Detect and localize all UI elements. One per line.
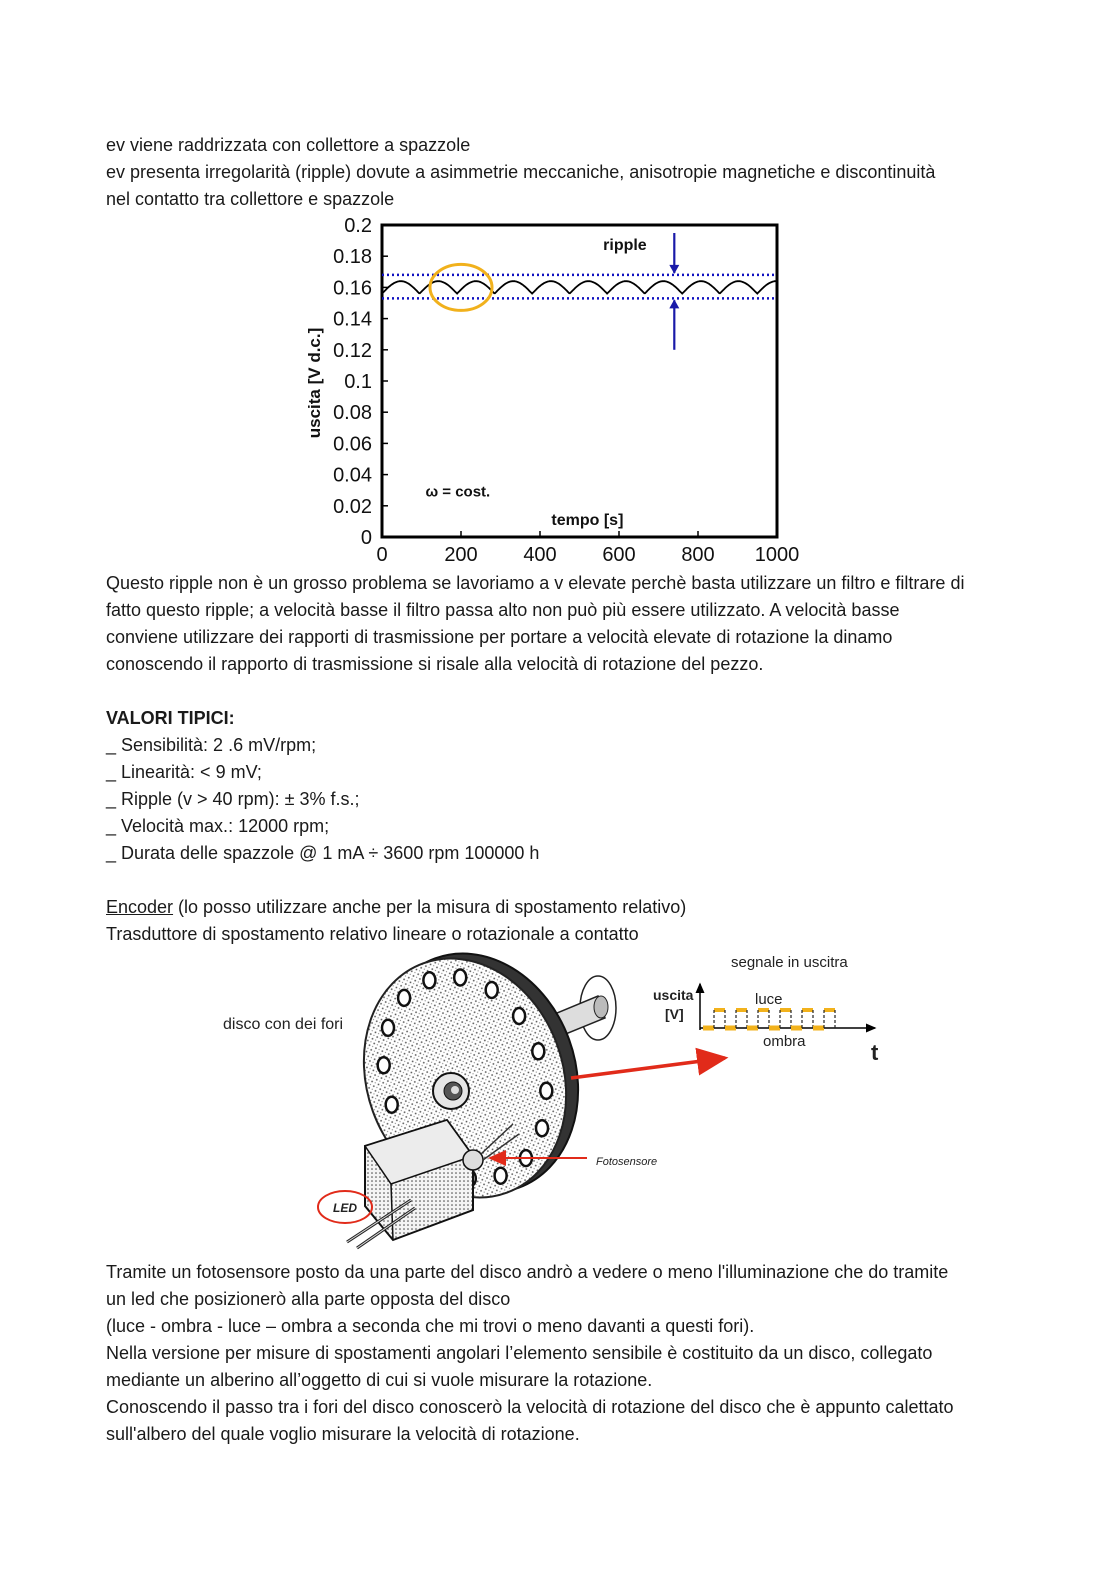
encoder-figure	[215, 948, 905, 1258]
ripple-annotation: ripple	[603, 236, 647, 254]
x-tick-label: 400	[523, 544, 557, 566]
paragraph-line: Nella versione per misure di spostamenti angolari l’elemento sensibile è costituito da un disco, collegato	[106, 1343, 933, 1363]
disk-hole	[378, 1057, 390, 1073]
typical-value-item: _ Linearità: < 9 mV;	[106, 762, 262, 782]
encoder-title-line	[106, 894, 1006, 921]
disk-hole	[398, 990, 410, 1006]
y-tick-label: 0.12	[333, 339, 372, 362]
y-tick-label: 0.04	[333, 464, 372, 487]
paragraph-line: (luce - ombra - luce – ombra a seconda che mi trovi o meno davanti a questi fori).	[106, 1316, 755, 1336]
pulse-edge	[714, 1010, 725, 1028]
paragraph-line: un led che posizionerò alla parte opposta del disco	[106, 1289, 511, 1309]
led-label: LED	[333, 1201, 357, 1215]
x-axis-label: tempo [s]	[551, 512, 624, 529]
encoder-title-rest: (lo posso utilizzare anche per la misura di spostamento relativo)	[173, 897, 687, 917]
disk-hole	[495, 1168, 507, 1184]
disk-hole	[540, 1083, 552, 1099]
x-tick-label: 600	[602, 544, 636, 566]
paragraph-line: sull'albero del quale voglio misurare la velocità di rotazione.	[106, 1424, 580, 1444]
signal-y-label: uscita	[653, 987, 694, 1003]
y-tick-label: 0.2	[344, 215, 372, 237]
disk-hole	[532, 1043, 544, 1059]
encoder-section	[106, 894, 1006, 948]
typical-values-heading: VALORI TIPICI:	[106, 708, 235, 728]
fotosensore-label: Fotosensore	[596, 1156, 658, 1168]
signal-title: segnale in uscitra	[731, 954, 848, 971]
x-tick-label: 0	[376, 544, 388, 566]
output-signal-plot	[653, 954, 879, 1065]
x-tick-label: 1000	[754, 544, 800, 566]
time-axis-label: t	[871, 1040, 879, 1065]
y-tick-label: 0.1	[344, 371, 372, 393]
signal-arrow	[571, 1058, 725, 1078]
pulse-edge	[736, 1010, 747, 1028]
paragraph-line: mediante un alberino all’oggetto di cui si vuole misurare la rotazione.	[106, 1370, 653, 1390]
ripple-chart	[300, 215, 820, 570]
typical-value-item: _ Velocità max.: 12000 rpm;	[106, 816, 330, 836]
y-tick-label: 0.18	[333, 246, 372, 269]
pulse-edge	[780, 1010, 791, 1028]
pulse-edge	[824, 1010, 835, 1028]
typical-value-item: _ Durata delle spazzole @ 1 mA ÷ 3600 rpm 100000 h	[106, 843, 540, 863]
typical-value-item: _ Sensibilità: 2 .6 mV/rpm;	[106, 735, 317, 755]
disk-hole	[513, 1008, 525, 1024]
disk-hole	[454, 970, 466, 986]
disk-label: disco con dei fori	[223, 1016, 344, 1033]
x-tick-label: 200	[444, 544, 478, 566]
ripple-paragraph	[106, 570, 1006, 678]
disk-hole	[486, 982, 498, 998]
paragraph-line: conviene utilizzare dei rapporti di trasmissione per portare a velocità elevate di rotazione la dinamo	[106, 627, 893, 647]
y-tick-label: 0.06	[333, 433, 372, 456]
typical-values-section	[106, 705, 1006, 867]
disk-hole	[386, 1097, 398, 1113]
encoder-paragraph	[106, 1259, 1006, 1448]
paragraph-line: Questo ripple non è un grosso problema se lavoriamo a v elevate perchè basta utilizzare un filtro e filtrare di	[106, 573, 965, 593]
intro-line: ev presenta irregolarità (ripple) dovute a asimmetrie meccaniche, anisotropie magnetiche e discontinuità	[106, 162, 936, 182]
paragraph-line: conoscendo il rapporto di trasmissione si risale alla velocità di rotazione del pezzo.	[106, 654, 764, 674]
typical-value-item: _ Ripple (v > 40 rpm): ± 3% f.s.;	[106, 789, 360, 809]
y-tick-label: 0.08	[333, 402, 372, 425]
luce-label: luce	[755, 991, 783, 1008]
intro-line: ev viene raddrizzata con collettore a spazzole	[106, 135, 471, 155]
encoder-subtitle: Trasduttore di spostamento relativo lineare o rotazionale a contatto	[106, 924, 639, 944]
paragraph-line: Tramite un fotosensore posto da una parte del disco andrò a vedere o meno l'illuminazione che do tramite	[106, 1262, 949, 1282]
paragraph-line: Conoscendo il passo tra i fori del disco conoscerò la velocità di rotazione del disco che è appunto calettato	[106, 1397, 954, 1417]
x-tick-label: 800	[681, 544, 715, 566]
intro-line: nel contatto tra collettore e spazzole	[106, 189, 395, 209]
ombra-label: ombra	[763, 1033, 806, 1050]
y-tick-label: 0.16	[333, 277, 372, 300]
y-axis-label: uscita [V d.c.]	[305, 327, 324, 439]
encoder-title: Encoder	[106, 897, 174, 917]
signal-y-unit: [V]	[665, 1006, 684, 1022]
disk-hole	[382, 1020, 394, 1036]
omega-annotation: ω = cost.	[425, 483, 491, 501]
y-tick-label: 0.14	[333, 308, 372, 331]
y-tick-label: 0.02	[333, 495, 372, 518]
intro-paragraph	[106, 132, 1006, 213]
paragraph-line: fatto questo ripple; a velocità basse il filtro passa alto non può più essere utilizzato. A velocità basse	[106, 600, 900, 620]
disk-hole	[536, 1120, 548, 1136]
pulse-edge	[758, 1010, 769, 1028]
pulse-edge	[802, 1010, 813, 1028]
y-tick-label: 0	[360, 527, 372, 549]
disk-hole	[423, 972, 435, 988]
